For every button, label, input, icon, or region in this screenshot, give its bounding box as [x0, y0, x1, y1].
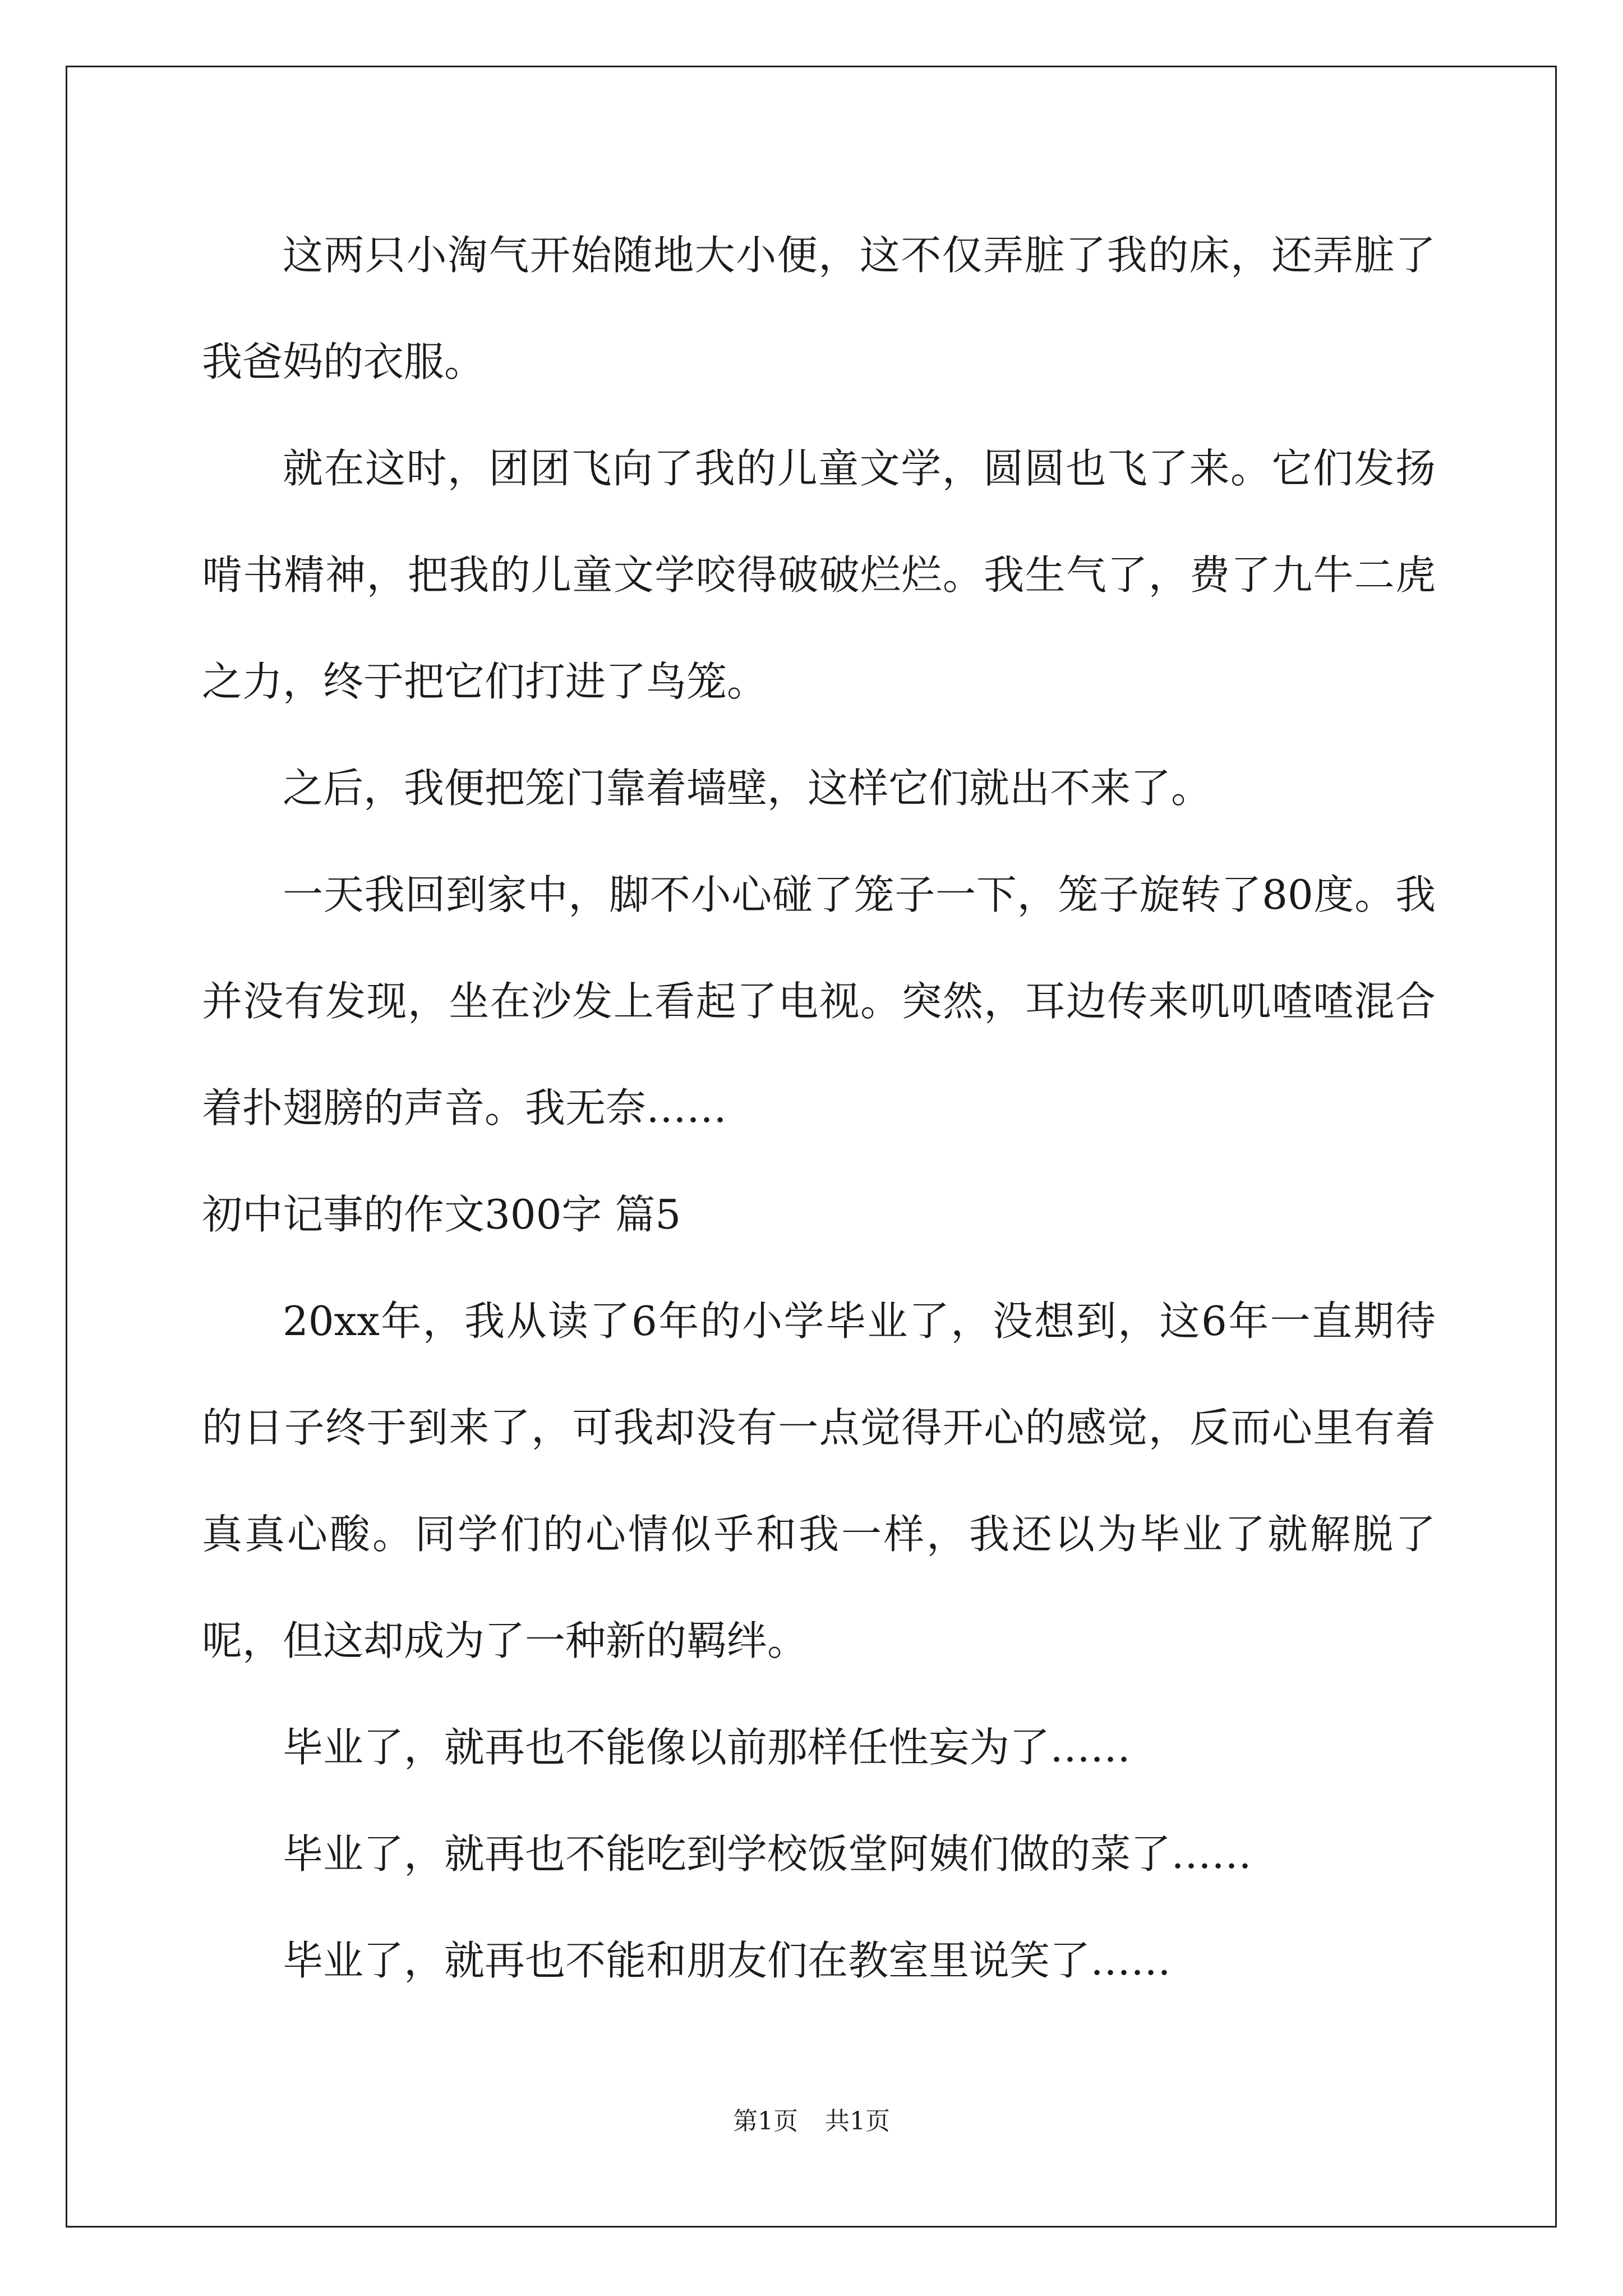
paragraph: 这两只小淘气开始随地大小便，这不仅弄脏了我的床，还弄脏了我爸妈的衣服。 [202, 232, 1436, 385]
paragraph: 20xx年，我从读了6年的小学毕业了，没想到，这6年一直期待的日子终于到来了，可我却没有一点觉得开心的感觉，反而心里有着真真心酸。同学们的心情似乎和我一样，我还以为毕业了就解脱了呢，但这却成为了一种新的羁绊。 [202, 1297, 1436, 1664]
paragraph: 之后，我便把笼门靠着墙壁，这样它们就出不来了。 [283, 765, 1212, 812]
section-heading: 初中记事的作文300字 篇5 [202, 1191, 681, 1238]
paragraph: 就在这时，团团飞向了我的儿童文学，圆圆也飞了来。它们发扬啃书精神，把我的儿童文学咬得破破烂烂。我生气了，费了九牛二虎之力，终于把它们打进了鸟笼。 [202, 445, 1436, 705]
paragraph: 毕业了，就再也不能和朋友们在教室里说笑了…… [283, 1937, 1172, 1984]
document-body [202, 202, 1436, 2014]
paragraph: 一天我回到家中，脚不小心碰了笼子一下，笼子旋转了80度。我并没有发现，坐在沙发上看起了电视。突然，耳边传来叽叽喳喳混合着扑翅膀的声音。我无奈…… [202, 871, 1436, 1131]
page-footer [0, 2101, 1623, 2137]
page-total: 共1页 [825, 2107, 890, 2136]
paragraph: 毕业了，就再也不能像以前那样任性妄为了…… [283, 1724, 1131, 1771]
paragraph: 毕业了，就再也不能吃到学校饭堂阿姨们做的菜了…… [283, 1830, 1252, 1878]
page-number: 第1页 [733, 2107, 798, 2136]
